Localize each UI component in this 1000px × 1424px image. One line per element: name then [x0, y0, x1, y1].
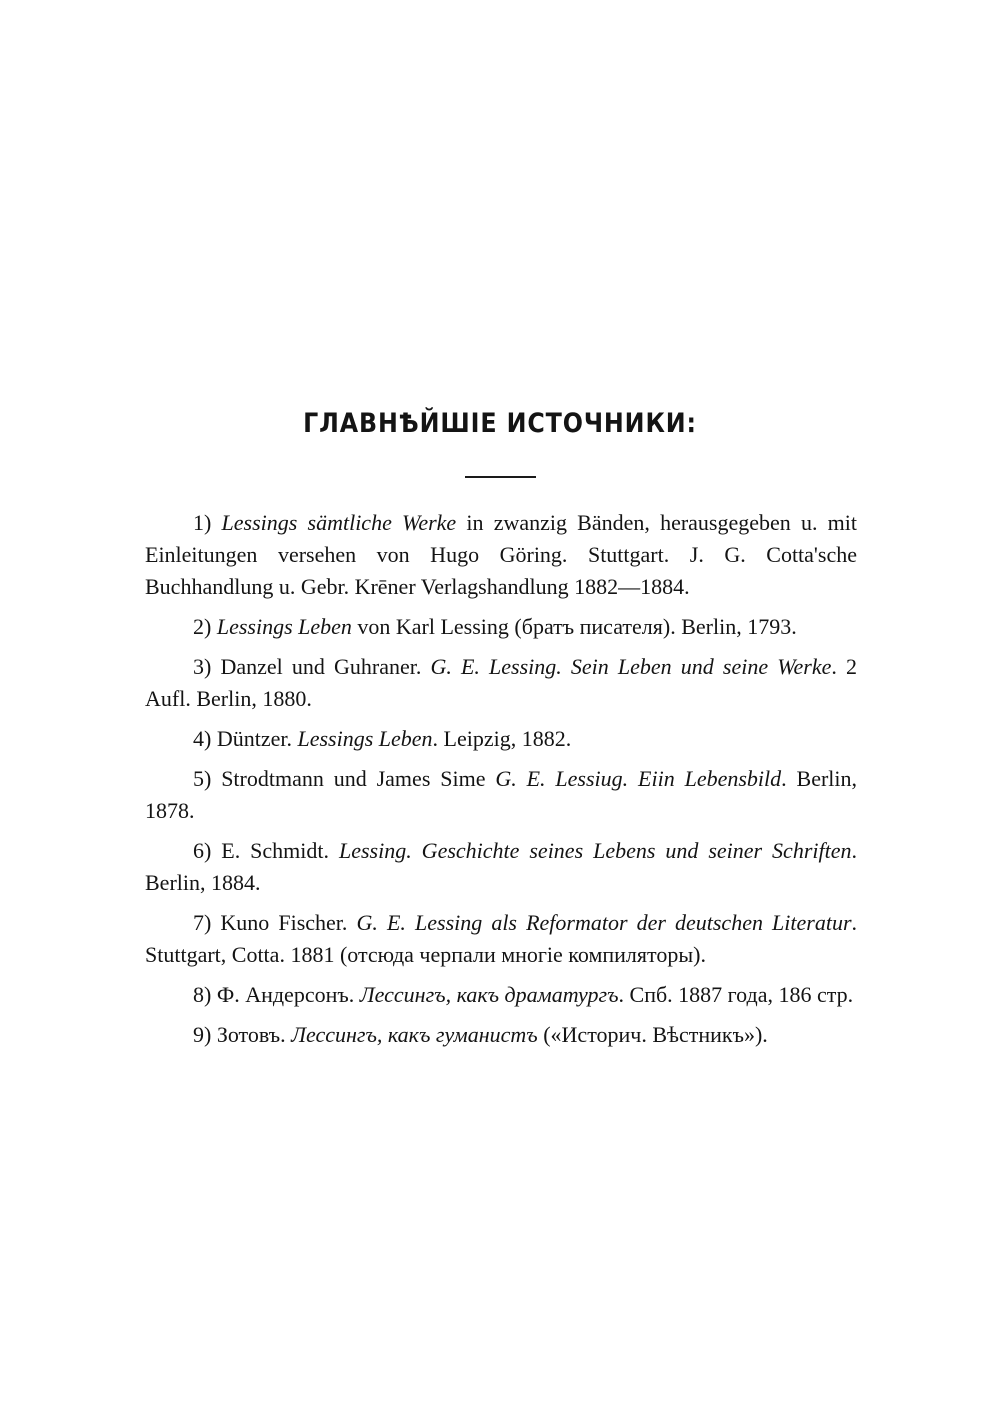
- source-title: Лессингъ, какъ гуманистъ: [291, 1022, 538, 1047]
- source-text: 9) Зотовъ.: [193, 1022, 292, 1047]
- source-text: 5) Strodtmann und James Sime: [193, 766, 496, 791]
- source-entry: [145, 979, 857, 1011]
- source-text: in zwanzig Bänden, herausgegeben u. mit Einleitungen versehen von Hugo Göring. Stuttgart. J. G. Cotta'sche Buchhandlung u. Gebr. Krēner Verlagshandlung 1882—1884.: [145, 510, 858, 599]
- heading-divider: [465, 476, 536, 478]
- source-title: G. E. Lessing als Reformator der deutschen Literatur: [356, 910, 852, 935]
- source-text: («Историч. Вѣстникъ»).: [537, 1022, 768, 1047]
- source-text: 1): [193, 510, 222, 535]
- source-entry: [145, 763, 857, 827]
- source-title: Lessings sämtliche Werke: [221, 510, 457, 535]
- sources-list: [145, 507, 857, 1059]
- source-entry: [145, 723, 857, 755]
- source-text: . 2 Aufl. Berlin, 1880.: [145, 654, 858, 711]
- source-text: . Stuttgart, Cotta. 1881 (отсюда черпали многіе компиляторы).: [145, 910, 858, 967]
- source-title: Lessings Leben: [216, 614, 352, 639]
- source-title: Лессингъ, какъ драматургъ: [359, 982, 619, 1007]
- source-title: Lessings Leben: [297, 726, 433, 751]
- source-title: G. E. Lessing. Sein Leben und seine Werke: [430, 654, 832, 679]
- source-text: . Спб. 1887 года, 186 стр.: [618, 982, 854, 1007]
- source-entry: [145, 907, 857, 971]
- source-entry: [145, 835, 857, 899]
- source-entry: [145, 611, 857, 643]
- source-entry: [145, 507, 857, 603]
- source-text: 8) Ф. Андерсонъ.: [193, 982, 360, 1007]
- source-text: . Berlin, 1878.: [145, 766, 858, 823]
- source-title: Lessing. Geschichte seines Lebens und seiner Schriften: [338, 838, 852, 863]
- source-text: 4) Düntzer.: [193, 726, 298, 751]
- source-entry: [145, 1019, 857, 1051]
- source-title: G. E. Lessiug. Eiin Lebensbild: [495, 766, 782, 791]
- page-heading: ГЛАВНѢЙШІЕ ИСТОЧНИКИ:: [303, 408, 697, 439]
- source-text: 7) Kuno Fischer.: [193, 910, 357, 935]
- source-text: 2): [193, 614, 217, 639]
- source-text: 6) E. Schmidt.: [193, 838, 339, 863]
- source-text: . Leipzig, 1882.: [432, 726, 572, 751]
- source-entry: [145, 651, 857, 715]
- source-text: von Karl Lessing (братъ писателя). Berlin, 1793.: [351, 614, 797, 639]
- source-text: . Berlin, 1884.: [145, 838, 857, 895]
- source-text: 3) Danzel und Guhraner.: [193, 654, 431, 679]
